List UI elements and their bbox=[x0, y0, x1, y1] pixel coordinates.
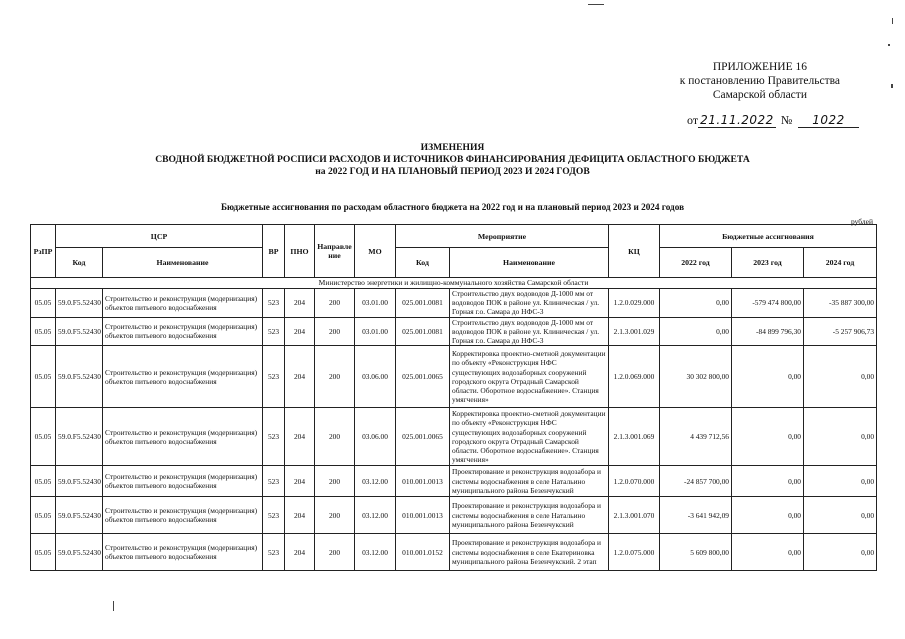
decree-prefix: от bbox=[687, 113, 699, 127]
cell-vr: 523 bbox=[263, 497, 285, 534]
cell-pno: 204 bbox=[285, 497, 315, 534]
table-row bbox=[31, 346, 877, 408]
cell-kc: 2.1.3.001.070 bbox=[609, 497, 660, 534]
cell-2022: 0,00 bbox=[660, 289, 732, 318]
cell-measure-name: Корректировка проектно-сметной документации по объекту «Реконструкция НФС существующих водозаборных сооружений городского округа Отрадный Самарской области. Оборотное водоснабжение». Станция умягчения» bbox=[450, 346, 609, 408]
cell-2024: -5 257 906,73 bbox=[804, 317, 877, 346]
cell-measure-name: Строительство двух водоводов Д-1000 мм от водоводов ПОК в районе ул. Клиническая / ул. Горная г.о. Самара до НФС-3 bbox=[450, 317, 609, 346]
cell-vr: 523 bbox=[263, 317, 285, 346]
cell-rzpr: 05.05 bbox=[31, 534, 56, 571]
cell-pno: 204 bbox=[285, 466, 315, 497]
cell-mo: 03.01.00 bbox=[355, 317, 396, 346]
cell-csr-code: 59.0.F5.52430 bbox=[56, 466, 103, 497]
title-line-3: на 2022 ГОД И НА ПЛАНОВЫЙ ПЕРИОД 2023 И 2024 ГОДОВ bbox=[315, 166, 590, 177]
scan-mark-top bbox=[588, 4, 604, 5]
scan-mark-right-3 bbox=[891, 84, 893, 88]
header-csr-name: Наименование bbox=[103, 248, 263, 278]
cell-2024: 0,00 bbox=[804, 534, 877, 571]
cell-pno: 204 bbox=[285, 317, 315, 346]
cell-mo: 03.06.00 bbox=[355, 346, 396, 408]
cell-measure-name: Проектирование и реконструкция водозабора и системы водоснабжения в селе Екатериновка муниципального района Безенчукский. 2 этап bbox=[450, 534, 609, 571]
budget-table bbox=[30, 224, 877, 571]
title-line-2: СВОДНОЙ БЮДЖЕТНОЙ РОСПИСИ РАСХОДОВ И ИСТОЧНИКОВ ФИНАНСИРОВАНИЯ ДЕФИЦИТА ОБЛАСТНОГО БЮДЖЕТА bbox=[155, 154, 750, 165]
header-measure-name: Наименование bbox=[450, 248, 609, 278]
cell-direction: 200 bbox=[315, 466, 355, 497]
cell-2024: 0,00 bbox=[804, 408, 877, 466]
cell-vr: 523 bbox=[263, 534, 285, 571]
cell-2023: 0,00 bbox=[732, 497, 804, 534]
cell-2022: 0,00 bbox=[660, 317, 732, 346]
header-rzpr: РзПР bbox=[31, 225, 56, 278]
cell-2023: -579 474 800,00 bbox=[732, 289, 804, 318]
cell-csr-name: Строительство и реконструкция (модернизация) объектов питьевого водоснабжения bbox=[103, 497, 263, 534]
cell-direction: 200 bbox=[315, 497, 355, 534]
cell-2024: 0,00 bbox=[804, 466, 877, 497]
cell-mo: 03.12.00 bbox=[355, 534, 396, 571]
cell-2022: 30 302 800,00 bbox=[660, 346, 732, 408]
cell-measure-name: Проектирование и реконструкция водозабора и системы водоснабжения в селе Натальино муниципального района Безенчукский bbox=[450, 466, 609, 497]
cell-direction: 200 bbox=[315, 289, 355, 318]
decree-number: 1022 bbox=[798, 113, 859, 128]
header-budget: Бюджетные ассигнования bbox=[660, 225, 877, 248]
header-measure: Мероприятие bbox=[396, 225, 609, 248]
header-2023: 2023 год bbox=[732, 248, 804, 278]
header-vr: ВР bbox=[263, 225, 285, 278]
cell-kc: 1.2.0.075.000 bbox=[609, 534, 660, 571]
header-kc: КЦ bbox=[609, 225, 660, 278]
cell-csr-name: Строительство и реконструкция (модернизация) объектов питьевого водоснабжения bbox=[103, 408, 263, 466]
cell-2023: 0,00 bbox=[732, 346, 804, 408]
appendix-line-3: Самарской области bbox=[712, 89, 807, 101]
cell-csr-name: Строительство и реконструкция (модернизация) объектов питьевого водоснабжения bbox=[103, 534, 263, 571]
cell-rzpr: 05.05 bbox=[31, 466, 56, 497]
appendix-line-1: ПРИЛОЖЕНИЕ 16 bbox=[712, 61, 807, 73]
header-mo: МО bbox=[355, 225, 396, 278]
cell-csr-name: Строительство и реконструкция (модернизация) объектов питьевого водоснабжения bbox=[103, 289, 263, 318]
table-row bbox=[31, 534, 877, 571]
cell-mo: 03.12.00 bbox=[355, 466, 396, 497]
scan-mark-bottom bbox=[113, 601, 114, 611]
cell-pno: 204 bbox=[285, 408, 315, 466]
cell-rzpr: 05.05 bbox=[31, 346, 56, 408]
table-row bbox=[31, 317, 877, 346]
cell-csr-code: 59.0.F5.52430 bbox=[56, 289, 103, 318]
table-row bbox=[31, 289, 877, 318]
cell-csr-code: 59.0.F5.52430 bbox=[56, 408, 103, 466]
cell-csr-name: Строительство и реконструкция (модернизация) объектов питьевого водоснабжения bbox=[103, 317, 263, 346]
appendix-block bbox=[680, 60, 840, 102]
scan-mark-right-2 bbox=[888, 44, 890, 46]
table-row bbox=[31, 497, 877, 534]
appendix-line-2: к постановлению Правительства bbox=[679, 75, 840, 87]
cell-2023: 0,00 bbox=[732, 466, 804, 497]
decree-line bbox=[687, 113, 859, 128]
header-direction: Направле ние bbox=[315, 225, 355, 278]
cell-direction: 200 bbox=[315, 317, 355, 346]
cell-measure-code: 025.001.0081 bbox=[396, 317, 450, 346]
table-row bbox=[31, 408, 877, 466]
cell-2023: -84 899 796,30 bbox=[732, 317, 804, 346]
cell-vr: 523 bbox=[263, 466, 285, 497]
cell-kc: 2.1.3.001.069 bbox=[609, 408, 660, 466]
header-2024: 2024 год bbox=[804, 248, 877, 278]
cell-2022: 4 439 712,56 bbox=[660, 408, 732, 466]
cell-direction: 200 bbox=[315, 534, 355, 571]
cell-rzpr: 05.05 bbox=[31, 289, 56, 318]
cell-kc: 1.2.0.070.000 bbox=[609, 466, 660, 497]
cell-measure-name: Проектирование и реконструкция водозабора и системы водоснабжения в селе Натальино муниципального района Безенчукский bbox=[450, 497, 609, 534]
cell-csr-code: 59.0.F5.52430 bbox=[56, 317, 103, 346]
ministry-row: Министерство энергетики и жилищно-коммунального хозяйства Самарской области bbox=[31, 278, 877, 289]
decree-number-sign: № bbox=[780, 113, 793, 127]
cell-2024: 0,00 bbox=[804, 497, 877, 534]
cell-2024: 0,00 bbox=[804, 346, 877, 408]
cell-measure-code: 010.001.0013 bbox=[396, 466, 450, 497]
cell-pno: 204 bbox=[285, 289, 315, 318]
table-row bbox=[31, 466, 877, 497]
cell-2022: -24 857 700,00 bbox=[660, 466, 732, 497]
cell-kc: 1.2.0.069.000 bbox=[609, 346, 660, 408]
cell-measure-code: 025.001.0065 bbox=[396, 408, 450, 466]
cell-csr-code: 59.0.F5.52430 bbox=[56, 346, 103, 408]
header-pno: ПНО bbox=[285, 225, 315, 278]
cell-measure-name: Строительство двух водоводов Д-1000 мм от водоводов ПОК в районе ул. Клиническая / ул. Горная г.о. Самара до НФС-3 bbox=[450, 289, 609, 318]
document-title bbox=[0, 142, 905, 178]
cell-csr-code: 59.0.F5.52430 bbox=[56, 534, 103, 571]
cell-direction: 200 bbox=[315, 346, 355, 408]
cell-kc: 2.1.3.001.029 bbox=[609, 317, 660, 346]
cell-pno: 204 bbox=[285, 346, 315, 408]
header-csr: ЦСР bbox=[56, 225, 263, 248]
cell-2024: -35 887 300,00 bbox=[804, 289, 877, 318]
cell-mo: 03.06.00 bbox=[355, 408, 396, 466]
cell-2022: -3 641 942,09 bbox=[660, 497, 732, 534]
header-csr-code: Код bbox=[56, 248, 103, 278]
cell-vr: 523 bbox=[263, 408, 285, 466]
title-line-1: ИЗМЕНЕНИЯ bbox=[420, 142, 485, 153]
cell-2023: 0,00 bbox=[732, 408, 804, 466]
cell-direction: 200 bbox=[315, 408, 355, 466]
cell-rzpr: 05.05 bbox=[31, 317, 56, 346]
cell-vr: 523 bbox=[263, 289, 285, 318]
cell-kc: 1.2.0.029.000 bbox=[609, 289, 660, 318]
cell-rzpr: 05.05 bbox=[31, 408, 56, 466]
decree-date: 21.11.2022 bbox=[700, 113, 774, 127]
units-label: рублей bbox=[850, 217, 873, 226]
cell-measure-code: 025.001.0081 bbox=[396, 289, 450, 318]
cell-csr-name: Строительство и реконструкция (модернизация) объектов питьевого водоснабжения bbox=[103, 466, 263, 497]
cell-2023: 0,00 bbox=[732, 534, 804, 571]
cell-measure-name: Корректировка проектно-сметной документации по объекту «Реконструкция НФС существующих водозаборных сооружений городского округа Отрадный Самарской области. Оборотное водоснабжение». Станция умягчения» bbox=[450, 408, 609, 466]
cell-measure-code: 025.001.0065 bbox=[396, 346, 450, 408]
cell-2022: 5 609 800,00 bbox=[660, 534, 732, 571]
cell-pno: 204 bbox=[285, 534, 315, 571]
header-measure-code: Код bbox=[396, 248, 450, 278]
cell-measure-code: 010.001.0013 bbox=[396, 497, 450, 534]
header-2022: 2022 год bbox=[660, 248, 732, 278]
cell-mo: 03.01.00 bbox=[355, 289, 396, 318]
cell-csr-code: 59.0.F5.52430 bbox=[56, 497, 103, 534]
cell-measure-code: 010.001.0152 bbox=[396, 534, 450, 571]
table-caption: Бюджетные ассигнования по расходам областного бюджета на 2022 год и на плановый период 2023 и 2024 годов bbox=[220, 202, 685, 212]
cell-vr: 523 bbox=[263, 346, 285, 408]
cell-csr-name: Строительство и реконструкция (модернизация) объектов питьевого водоснабжения bbox=[103, 346, 263, 408]
cell-mo: 03.12.00 bbox=[355, 497, 396, 534]
scan-mark-right-1 bbox=[892, 18, 893, 24]
cell-rzpr: 05.05 bbox=[31, 497, 56, 534]
